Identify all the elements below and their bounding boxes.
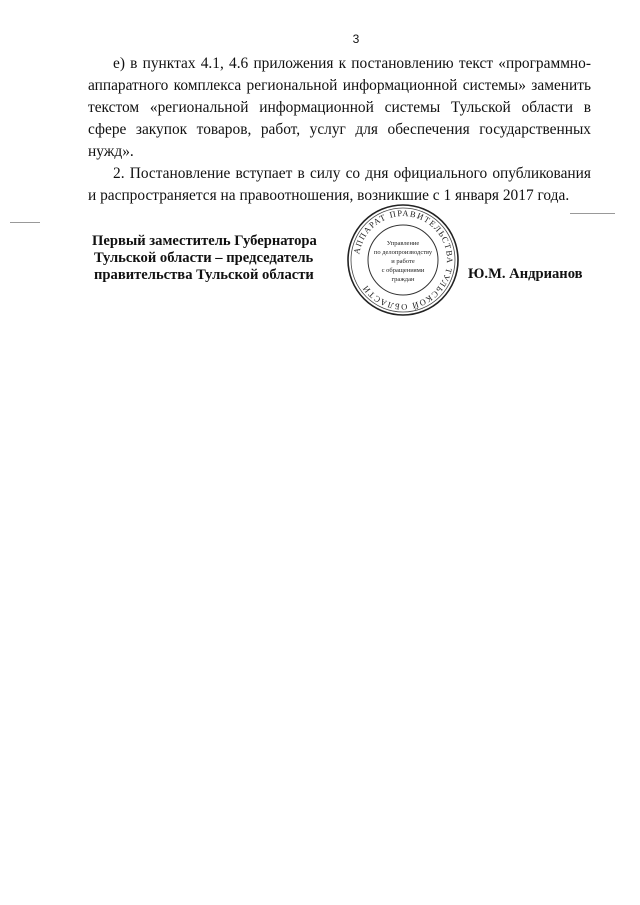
stamp-line: Управление xyxy=(386,240,420,247)
document-body xyxy=(88,53,591,207)
signatory-position xyxy=(92,233,317,284)
stamp-line: по делопроизводству xyxy=(373,249,433,256)
scan-artifact xyxy=(570,213,615,214)
paragraph: е) в пунктах 4.1, 4.6 приложения к постановлению текст «программно-аппаратного комплекса региональной информационной системы» заменить текстом «региональной информационной системы Тульской области в сфере закупок товаров, работ, услуг для обеспечения государственных нужд». xyxy=(88,55,591,160)
scan-artifact xyxy=(10,222,40,223)
position-line: Тульской области – председатель xyxy=(94,250,314,266)
stamp-ring-text: АППАРАТ ПРАВИТЕЛЬСТВА ТУЛЬСКОЙ ОБЛАСТИ xyxy=(351,207,456,313)
stamp-line: с обращениями xyxy=(381,267,425,274)
signatory-name: Ю.М. Андрианов xyxy=(468,266,583,282)
position-line: правительства Тульской области xyxy=(94,267,314,283)
position-line: Первый заместитель Губернатора xyxy=(92,233,317,249)
stamp-line: и работе xyxy=(391,258,415,265)
stamp-line: граждан xyxy=(391,276,415,283)
official-stamp xyxy=(346,203,460,317)
paragraph: 2. Постановление вступает в силу со дня официального опубликования и распространяется на правоотношения, возникшие с 1 января 2017 года. xyxy=(88,165,591,204)
page-number: 3 xyxy=(352,32,360,46)
